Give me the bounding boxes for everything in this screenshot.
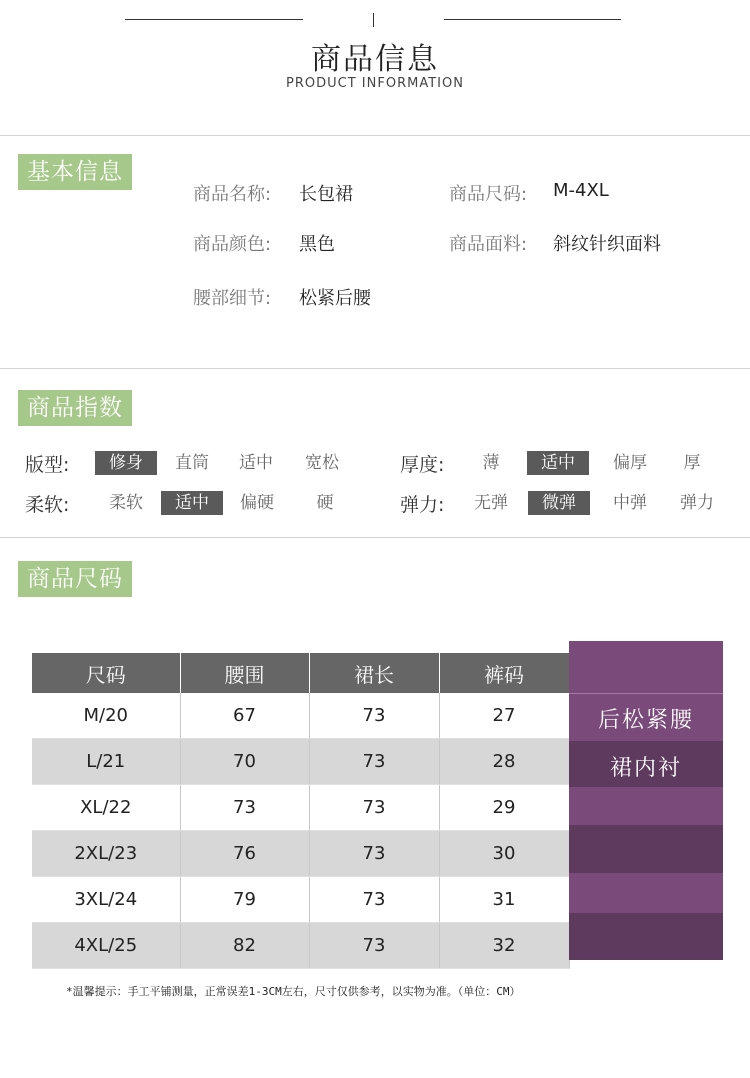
table-row — [32, 923, 569, 969]
table-cell: 76 — [180, 831, 309, 877]
section-tag-size: 商品尺码 — [18, 561, 132, 597]
index-label-thickness: 厚度: — [400, 454, 445, 476]
table-cell: 2XL/23 — [32, 831, 180, 877]
table-cell: 79 — [180, 877, 309, 923]
table-cell: 30 — [439, 831, 569, 877]
side-band — [569, 913, 723, 960]
index-option: 偏厚 — [613, 453, 647, 473]
index-option: 中弹 — [613, 493, 647, 513]
field-value-size: M-4XL — [553, 180, 609, 201]
field-label-color: 商品颜色: — [193, 234, 272, 255]
table-cell: 28 — [439, 739, 569, 785]
table-row — [32, 693, 569, 739]
table-cell: 73 — [309, 785, 439, 831]
divider — [0, 537, 750, 538]
section-tag-indices: 商品指数 — [18, 390, 132, 426]
index-label-elasticity: 弹力: — [400, 494, 445, 516]
index-option: 偏硬 — [240, 493, 274, 513]
table-header: 尺码 — [32, 653, 180, 693]
field-value-color: 黑色 — [299, 234, 335, 255]
table-row — [32, 739, 569, 785]
table-cell: 70 — [180, 739, 309, 785]
index-option: 宽松 — [305, 453, 339, 473]
index-option: 适中 — [239, 453, 273, 473]
table-cell: 29 — [439, 785, 569, 831]
index-label-fit: 版型: — [25, 454, 70, 476]
table-cell: M/20 — [32, 693, 180, 739]
field-value-waist: 松紧后腰 — [299, 288, 371, 309]
index-option: 直筒 — [175, 453, 209, 473]
table-cell: 82 — [180, 923, 309, 969]
header-line-left — [125, 19, 303, 20]
field-label-fabric: 商品面料: — [449, 234, 528, 255]
index-label-softness: 柔软: — [25, 494, 70, 516]
table-cell: 27 — [439, 693, 569, 739]
side-note: 后松紧腰 — [597, 708, 694, 733]
table-row — [32, 831, 569, 877]
index-option-selected: 适中 — [161, 491, 223, 515]
size-table — [32, 653, 570, 969]
table-row — [32, 877, 569, 923]
side-column-header — [569, 641, 723, 694]
index-option-selected: 修身 — [95, 451, 157, 475]
index-option: 硬 — [316, 493, 334, 513]
table-cell: L/21 — [32, 739, 180, 785]
section-tag-basic: 基本信息 — [18, 154, 132, 190]
table-cell: 67 — [180, 693, 309, 739]
table-cell: 32 — [439, 923, 569, 969]
divider — [0, 368, 750, 369]
table-cell: 73 — [309, 923, 439, 969]
index-option: 薄 — [482, 453, 500, 473]
table-header: 腰围 — [180, 653, 309, 693]
index-option: 柔软 — [109, 493, 143, 513]
side-band — [569, 873, 723, 913]
table-cell: 73 — [309, 831, 439, 877]
page-title: 商品信息 — [311, 42, 439, 77]
header-line-right — [444, 19, 621, 20]
index-option: 弹力 — [680, 493, 714, 513]
side-band — [569, 787, 723, 825]
table-cell: 3XL/24 — [32, 877, 180, 923]
table-cell: 73 — [309, 877, 439, 923]
table-cell: 31 — [439, 877, 569, 923]
field-label-size: 商品尺码: — [449, 184, 528, 205]
table-cell: 73 — [309, 693, 439, 739]
side-band — [569, 825, 723, 873]
field-label-waist: 腰部细节: — [193, 288, 272, 309]
page-subtitle: PRODUCT INFORMATION — [286, 76, 464, 91]
table-cell: 4XL/25 — [32, 923, 180, 969]
index-option: 厚 — [683, 453, 701, 473]
field-value-fabric: 斜纹针织面料 — [553, 234, 661, 255]
table-header: 裤码 — [439, 653, 569, 693]
table-cell: XL/22 — [32, 785, 180, 831]
side-note: 裙内衬 — [609, 756, 682, 781]
table-header: 裙长 — [309, 653, 439, 693]
field-label-name: 商品名称: — [193, 184, 272, 205]
index-option-selected: 适中 — [527, 451, 589, 475]
index-option-selected: 微弹 — [528, 491, 590, 515]
table-row — [32, 785, 569, 831]
divider — [0, 135, 750, 136]
table-header-row — [32, 653, 569, 693]
field-value-name: 长包裙 — [299, 184, 353, 205]
table-cell: 73 — [309, 739, 439, 785]
index-option: 无弹 — [474, 493, 508, 513]
header-tick — [373, 13, 374, 27]
footnote: *温馨提示：手工平铺测量，正常误差1-3CM左右，尺寸仅供参考，以实物为准。（单位：CM） — [66, 985, 521, 998]
table-cell: 73 — [180, 785, 309, 831]
